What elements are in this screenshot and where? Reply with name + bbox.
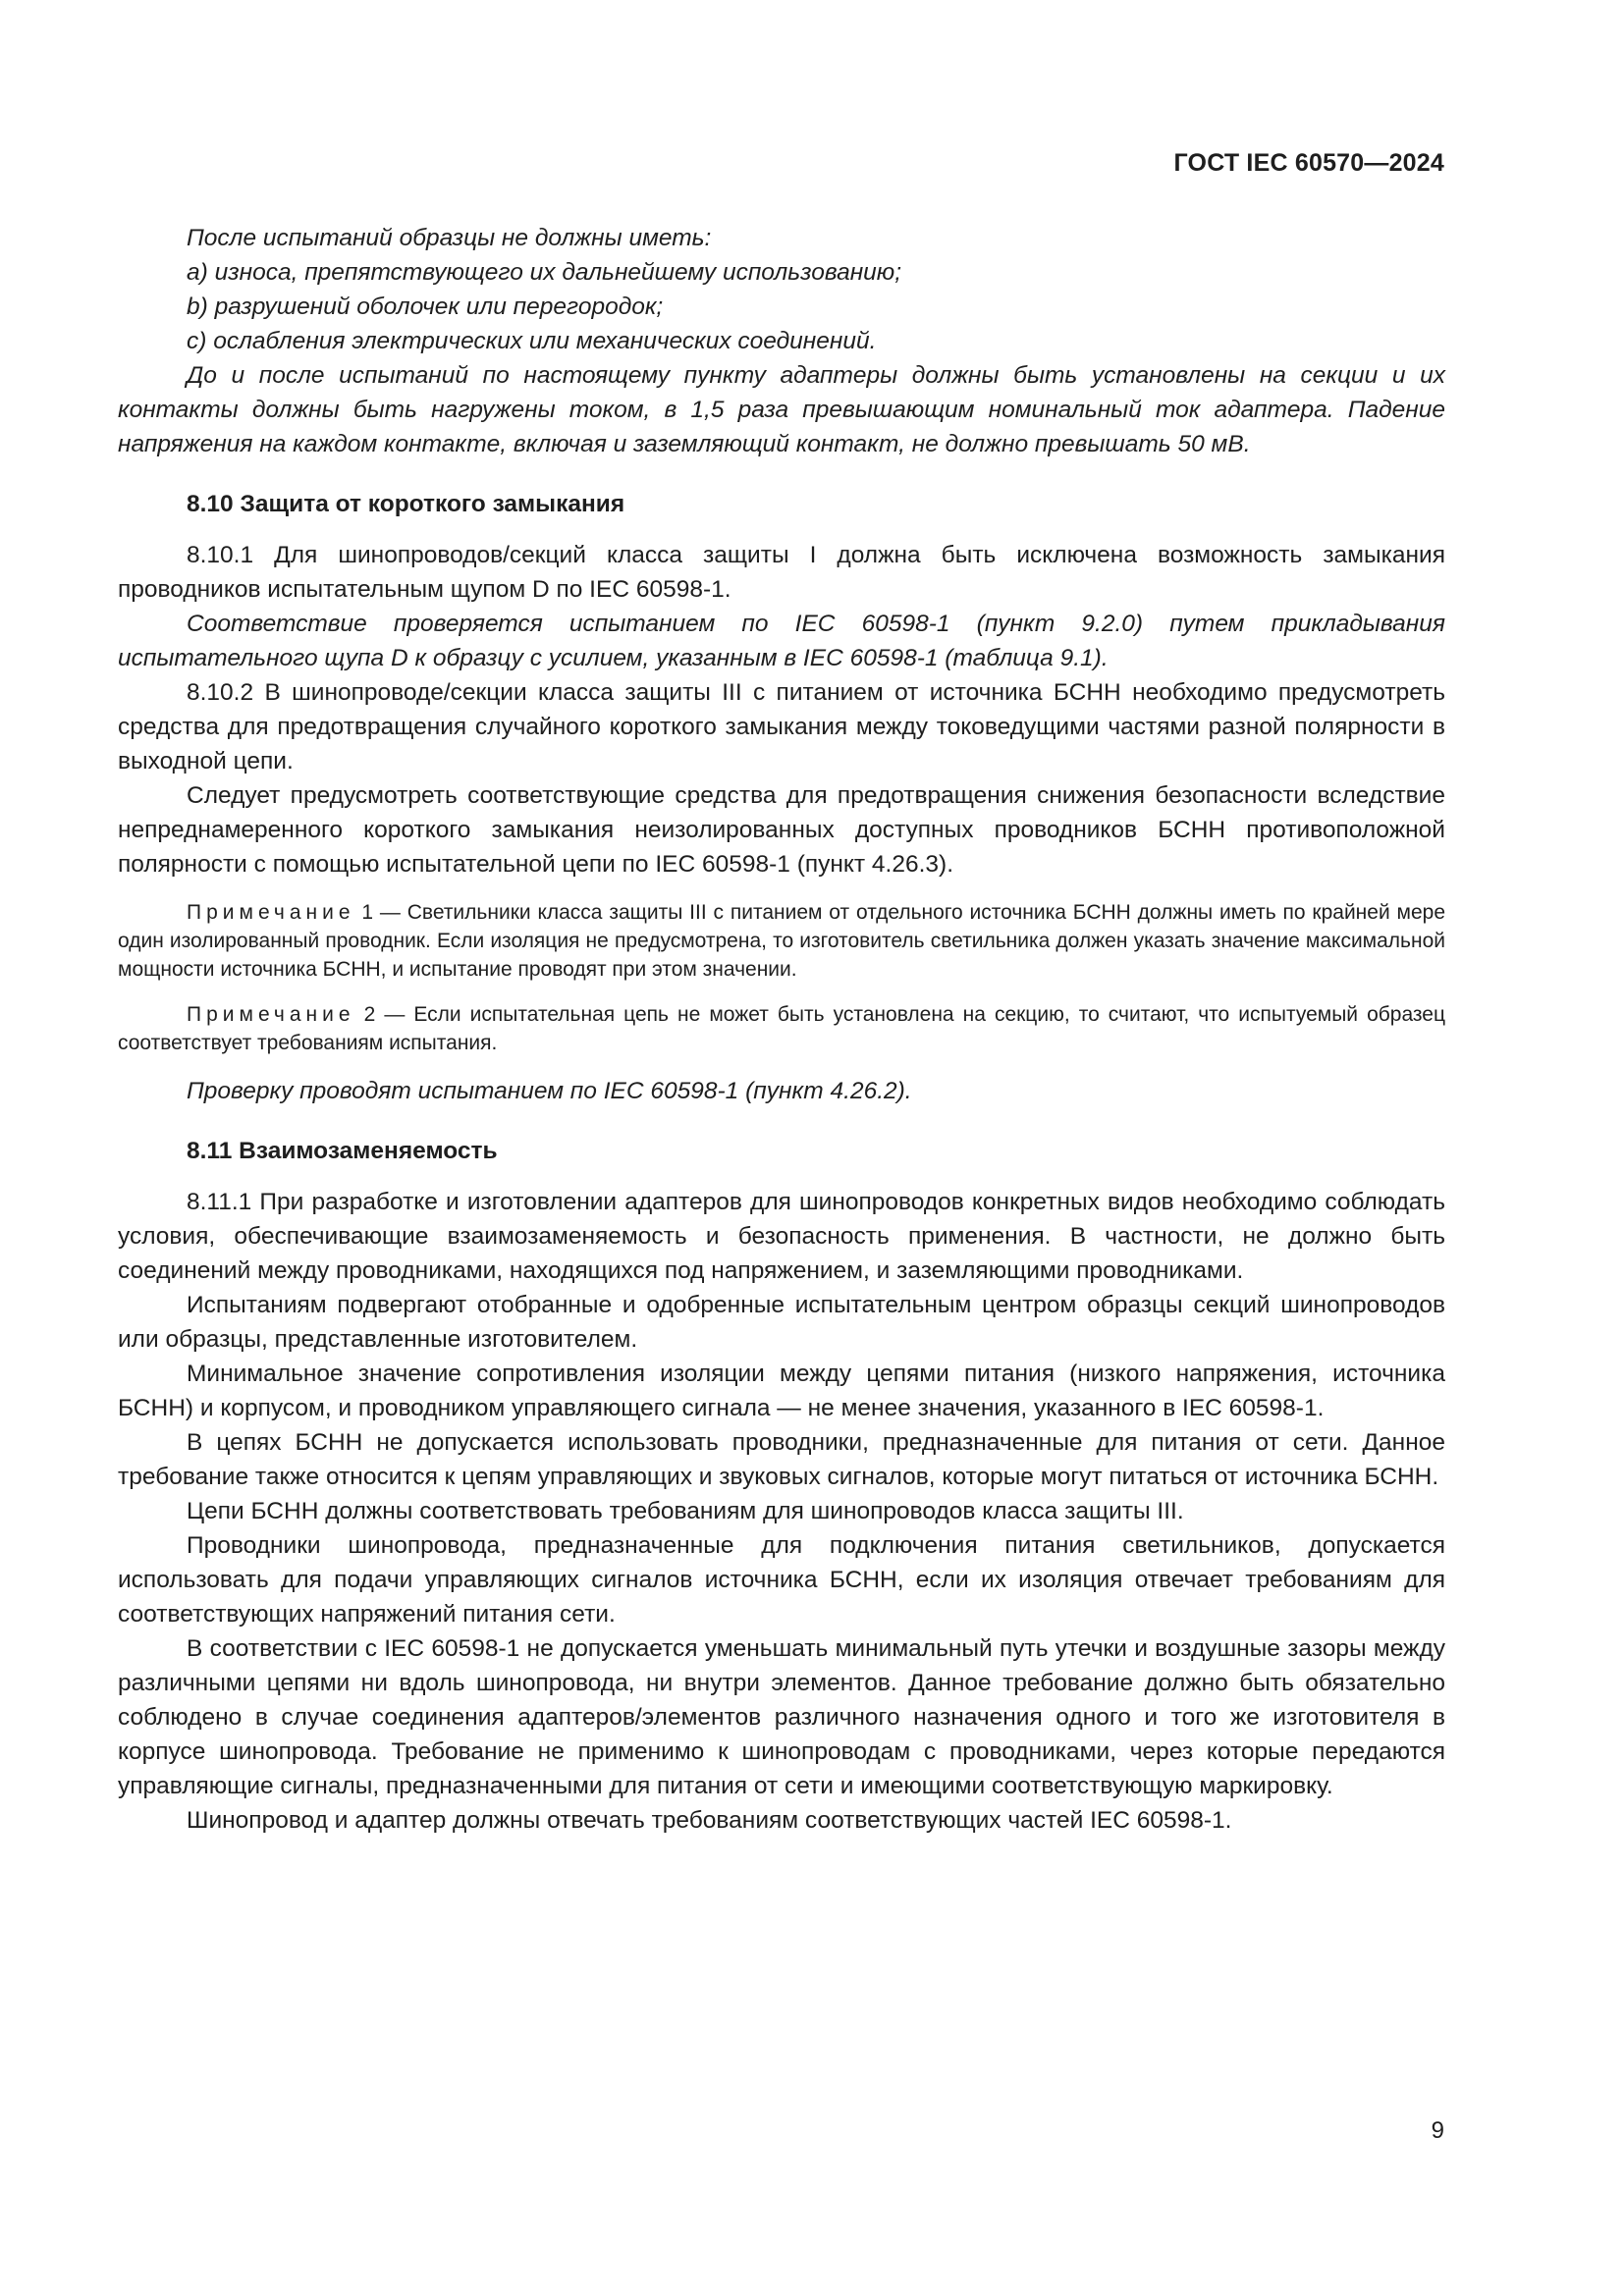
clause-8-10-check: Проверку проводят испытанием по IEC 60598-1 (пункт 4.26.2). xyxy=(187,1078,912,1104)
list-item-c: c) ослабления электрических или механических соединений. xyxy=(187,328,877,354)
clause-8-11-1: 8.11.1 При разработке и изготовлении адаптеров для шинопроводов конкретных видов необходимо соблюдать условия, обеспечивающие взаимозаменяемость и безопасность применения. В частности, не должно быть соединений между проводниками, находящихся под напряжением, и заземляющими проводниками. xyxy=(118,1189,1445,1284)
clause-8-11-p5: Цепи БСНН должны соответствовать требованиям для шинопроводов класса защиты III. xyxy=(187,1498,1184,1524)
test-result-intro: После испытаний образцы не должны иметь: xyxy=(187,225,712,251)
section-heading-8-11: 8.11 Взаимозаменяемость xyxy=(187,1138,498,1164)
document-header: ГОСТ IEC 60570—2024 xyxy=(1173,149,1444,177)
clause-8-11-p8: Шинопровод и адаптер должны отвечать требованиям соответствующих частей IEC 60598-1. xyxy=(187,1807,1232,1834)
clause-8-11-p6: Проводники шинопровода, предназначенные для подключения питания светильников, допускается использовать для подачи управляющих сигналов источника БСНН, если их изоляция отвечает требованиям для соответствующих напряжений питания сети. xyxy=(118,1532,1445,1628)
note-2-label: Примечание xyxy=(187,1003,355,1026)
voltage-drop-paragraph: До и после испытаний по настоящему пункту адаптеры должны быть установлены на секции и их контакты должны быть нагружены током, в 1,5 раза превышающим номинальный ток адаптера. Падение напряжения на каждом контакте, включая и заземляющий контакт, не должно превышать 50 мВ. xyxy=(118,362,1445,457)
clause-8-10-2-cont: Следует предусмотреть соответствующие средства для предотвращения снижения безопасности вследствие непреднамеренного короткого замыкания неизолированных доступных проводников БСНН противоположной полярности с помощью испытательной цепи по IEC 60598-1 (пункт 4.26.3). xyxy=(118,782,1445,878)
list-item-b: b) разрушений оболочек или перегородок; xyxy=(187,294,664,320)
clause-8-11-p4: В цепях БСНН не допускается использовать проводники, предназначенные для питания от сети. Данное требование также относится к цепям управляющих и звуковых сигналов, которые могут питаться от источника БСНН. xyxy=(118,1429,1445,1490)
clause-8-11-p2: Испытаниям подвергают отобранные и одобренные испытательным центром образцы секций шинопроводов или образцы, представленные изготовителем. xyxy=(118,1292,1445,1353)
note-1-text: 1 — Светильники класса защиты III с питанием от отдельного источника БСНН должны иметь по крайней мере один изолированный проводник. Если изоляция не предусмотрена, то изготовитель светильника должен указать значение максимальной мощности источника БСНН, и испытание проводят при этом значении. xyxy=(118,901,1445,981)
list-item-a: a) износа, препятствующего их дальнейшему использованию; xyxy=(187,259,902,286)
clause-8-10-2: 8.10.2 В шинопроводе/секции класса защиты III с питанием от источника БСНН необходимо предусмотреть средства для предотвращения случайного короткого замыкания между токоведущими частями разной полярности в выходной цепи. xyxy=(118,679,1445,774)
note-1 xyxy=(118,898,1445,984)
clause-8-11-p7: В соответствии с IEC 60598-1 не допускается уменьшать минимальный путь утечки и воздушные зазоры между различными цепями ни вдоль шинопровода, ни внутри элементов. Данное требование должно быть обязательно соблюдено в случае соединения адаптеров/элементов различного назначения одного и того же изготовителя в корпусе шинопровода. Требование не применимо к шинопроводам с проводниками, через которые передаются управляющие сигналы, предназначенными для питания от сети и имеющими соответствующую маркировку. xyxy=(118,1635,1445,1799)
clause-8-10-1: 8.10.1 Для шинопроводов/секций класса защиты I должна быть исключена возможность замыкания проводников испытательным щупом D по IEC 60598-1. xyxy=(118,542,1445,603)
clause-8-10-1-check: Соответствие проверяется испытанием по IEC 60598-1 (пункт 9.2.0) путем прикладывания испытательного щупа D к образцу с усилием, указанным в IEC 60598-1 (таблица 9.1). xyxy=(118,611,1445,671)
page-content xyxy=(118,221,1445,1838)
note-2-text: 2 — Если испытательная цепь не может быть установлена на секцию, то считают, что испытуемый образец соответствует требованиям испытания. xyxy=(118,1003,1445,1054)
note-2 xyxy=(118,1000,1445,1057)
section-heading-8-10: 8.10 Защита от короткого замыкания xyxy=(187,491,625,517)
clause-8-11-p3: Минимальное значение сопротивления изоляции между цепями питания (низкого напряжения, источника БСНН) и корпусом, и проводником управляющего сигнала — не менее значения, указанного в IEC 60598-1. xyxy=(118,1361,1445,1421)
note-1-label: Примечание xyxy=(187,901,355,924)
page-number: 9 xyxy=(1431,2117,1444,2144)
